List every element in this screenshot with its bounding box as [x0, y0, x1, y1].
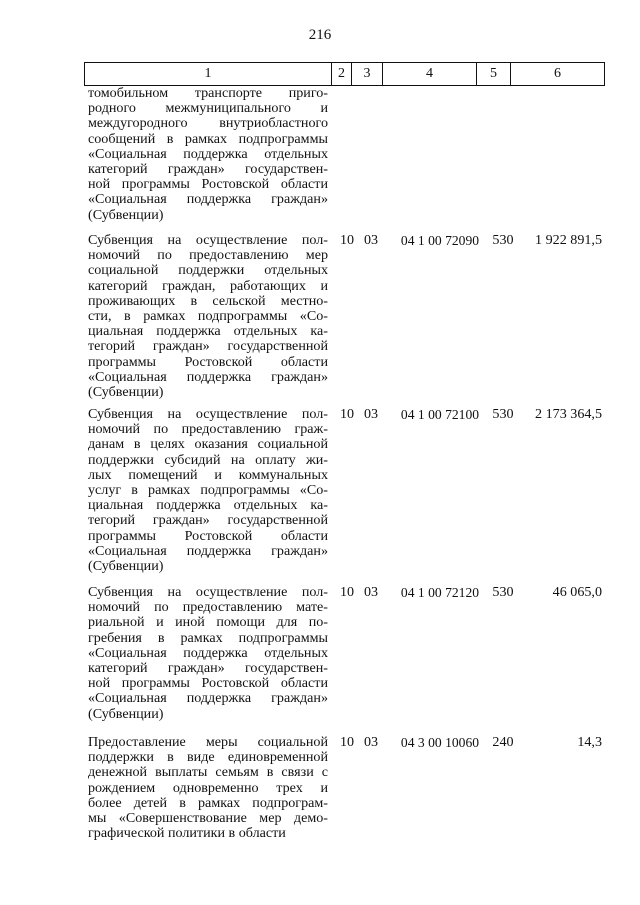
amount-value: 1 922 891,5 — [535, 232, 602, 248]
section-code: 10 — [339, 734, 355, 750]
header-col-2: 2 — [332, 63, 352, 86]
description-line: сообщений в рамках подпрограммы — [88, 130, 328, 147]
row-description — [88, 407, 328, 574]
description-line: ной программы Ростовской области — [88, 176, 328, 193]
subsection-code: 03 — [363, 584, 379, 600]
description-line: (Субвенции) — [88, 206, 164, 223]
description-line: Субвенция на осуществление пол- — [88, 584, 328, 600]
row-description — [88, 735, 328, 841]
description-line: Субвенция на осуществление пол- — [88, 406, 328, 422]
description-line: проживающих в сельской местно- — [88, 292, 328, 309]
description-line: Предоставление меры социальной — [88, 734, 328, 750]
description-line: «Социальная поддержка граждан» — [88, 368, 328, 385]
expense-type-code: 530 — [492, 584, 514, 600]
row-description — [88, 86, 328, 223]
page-number: 216 — [308, 27, 332, 43]
description-line: поддержки в виде единовременной — [88, 749, 328, 766]
description-line: гребения в рамках подпрограммы — [88, 629, 328, 646]
description-line: (Субвенции) — [88, 705, 164, 722]
header-col-3: 3 — [352, 63, 383, 86]
row-description — [88, 585, 328, 722]
table-header — [84, 62, 605, 86]
amount-value: 2 173 364,5 — [535, 406, 602, 422]
description-line: данам в целях оказания социальной — [88, 436, 328, 453]
expense-type-code: 530 — [492, 406, 514, 422]
description-line: «Социальная поддержка граждан» — [88, 690, 328, 707]
section-code: 10 — [339, 232, 355, 248]
description-line: «Социальная поддержка граждан» — [88, 542, 328, 559]
amount-value: 14,3 — [577, 734, 602, 750]
description-line: программы Ростовской области — [88, 527, 328, 544]
subsection-code: 03 — [363, 406, 379, 422]
description-line: денежной выплаты семьям в связи с — [88, 764, 328, 781]
description-line: графической политики в области — [88, 825, 286, 842]
description-line: программы Ростовской области — [88, 353, 328, 370]
description-line: «Социальная поддержка отдельных — [88, 145, 328, 162]
description-line: междугородного внутриобластного — [88, 115, 328, 132]
header-col-1: 1 — [85, 63, 332, 86]
description-line: рождением одновременно трех и — [88, 779, 328, 796]
description-line: номочий по предоставлению мер — [88, 247, 328, 264]
description-line: риальной и иной помощи для по- — [88, 614, 328, 631]
row-description — [88, 233, 328, 400]
description-line: категорий граждан» государствен- — [88, 660, 328, 677]
description-line: номочий по предоставлению мате- — [88, 599, 328, 616]
description-line: услуг в рамках подпрограммы «Со- — [88, 482, 328, 499]
expense-type-code: 240 — [492, 734, 514, 750]
section-code: 10 — [339, 584, 355, 600]
target-article-code: 04 1 00 72100 — [400, 407, 480, 422]
description-line: категорий граждан, работающих и — [88, 277, 328, 294]
description-line: (Субвенции) — [88, 384, 164, 401]
description-line: «Социальная поддержка граждан» — [88, 191, 328, 208]
header-row — [85, 63, 605, 86]
description-line: циальная поддержка отдельных ка- — [88, 497, 328, 514]
description-line: родного межмуниципального и — [88, 100, 328, 117]
amount-value: 46 065,0 — [552, 584, 602, 600]
description-line: ной программы Ростовской области — [88, 675, 328, 692]
description-line: поддержки субсидий на оплату жи- — [88, 451, 328, 468]
description-line: номочий по предоставлению граж- — [88, 421, 328, 438]
header-col-6: 6 — [511, 63, 605, 86]
subsection-code: 03 — [363, 232, 379, 248]
header-col-4: 4 — [383, 63, 477, 86]
description-line: мы «Совершенствование мер демо- — [88, 810, 328, 827]
target-article-code: 04 1 00 72090 — [400, 233, 480, 248]
description-line: тегорий граждан» государственной — [88, 338, 328, 355]
expense-type-code: 530 — [492, 232, 514, 248]
section-code: 10 — [339, 406, 355, 422]
description-line: категорий граждан» государствен- — [88, 161, 328, 178]
header-col-5: 5 — [477, 63, 511, 86]
target-article-code: 04 1 00 72120 — [400, 585, 480, 600]
description-line: томобильном транспорте приго- — [88, 85, 328, 101]
description-line: социальной поддержки отдельных — [88, 262, 328, 279]
description-line: «Социальная поддержка отдельных — [88, 644, 328, 661]
description-line: лых помещений и коммунальных — [88, 466, 328, 483]
target-article-code: 04 3 00 10060 — [400, 735, 480, 750]
description-line: (Субвенции) — [88, 558, 164, 575]
description-line: циальная поддержка отдельных ка- — [88, 323, 328, 340]
description-line: Субвенция на осуществление пол- — [88, 232, 328, 248]
subsection-code: 03 — [363, 734, 379, 750]
description-line: более детей в рамках подпрограм- — [88, 794, 328, 811]
description-line: тегорий граждан» государственной — [88, 512, 328, 529]
description-line: сти, в рамках подпрограммы «Со- — [88, 308, 328, 325]
